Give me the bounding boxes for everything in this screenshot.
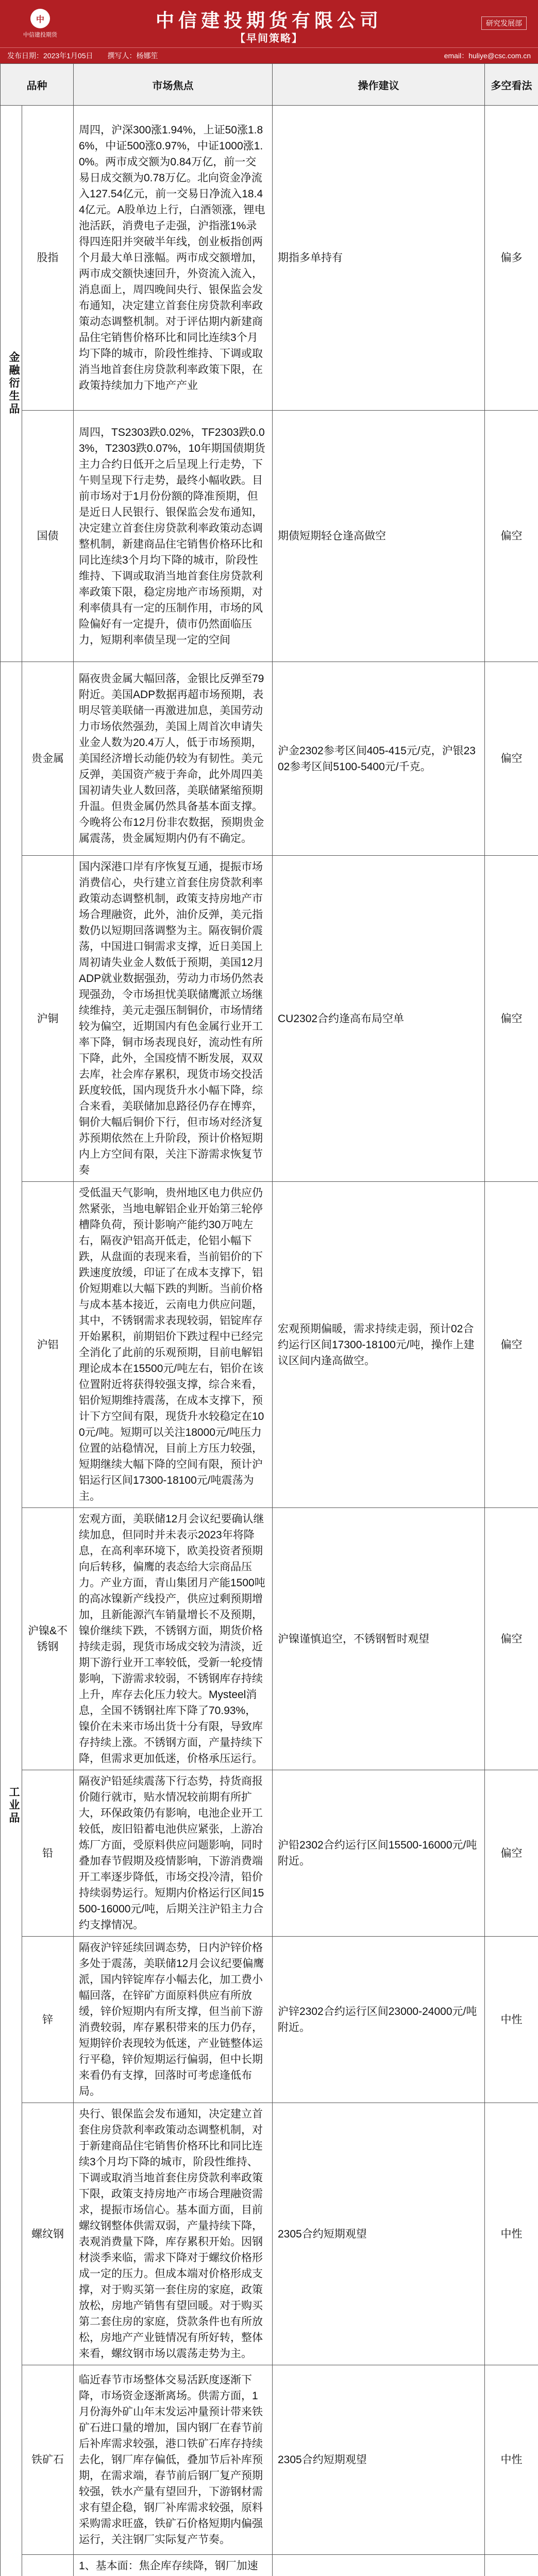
market-focus-cell: 隔夜贵金属大幅回落，金银比反弹至79附近。美国ADP数据再超市场预期，表明尽管美联储一再激进加息，美国劳动力市场依然强劲，美国上周首次申请失业金人数为20.4万人，低于市场预期，美国经济增长动能仍较为有韧性。美元反弹，美国资产疲于奔命，此外周四美国初请失业人数回落，美联储紧缩预期升温。但贵金属仍然具备基本面支撑。今晚将公布12月份非农数据，预期贵金属震荡，贵金属短期内仍有不确定。 xyxy=(74,662,273,856)
table-row xyxy=(1,411,538,662)
market-focus-cell: 宏观方面，美联储12月会议纪要确认继续加息，但同时并未表示2023年将降息，在高利率环境下，欧美投资者预期向后转移，偏鹰的表态给大宗商品压力。产业方面，青山集团月产能1500吨的高冰镍新产线投产，供应过剩预期增加，且新能源汽车销量增长不及预期，镍价继续下跌，不锈钢方面，期货价格持续走弱，现货市场成交较为清淡，近期下游行业开工率较低，受新一轮疫情影响，下游需求较弱，不锈钢库存持续上升，库存去化压力较大。Mysteel消息，全国不锈钢社库下降了70.93%，镍价在未来市场出货十分有限，导致库存持续上涨。不锈钢方面，产量持续下降，但需求更加低迷，价格承压运行。 xyxy=(74,1508,273,1770)
variety-cell: 螺纹钢 xyxy=(22,2103,74,2365)
author: 撰写人：杨娜笙 xyxy=(107,52,158,60)
advice-cell: 宏观预期偏暖，需求持续走弱，预计02合约运行区间17300-18100元/吨，操作上建议区间内逢高做空。 xyxy=(273,1182,485,1508)
variety-cell: 贵金属 xyxy=(22,662,74,856)
report-title: 中信建投期货有限公司 xyxy=(155,10,382,31)
stance-cell: 偏空 xyxy=(485,411,538,662)
market-focus-cell: 国内深港口岸有序恢复互通，提振市场消费信心，央行建立首套住房贷款利率政策动态调整机制，政策支持房地产市场合理融资，此外，油价反弹，美元指数仍以短期回落调整为主。隔夜铜价震荡，中国进口铜需求支撑，近日美国上周初请失业金人数低于预期，美国12月ADP就业数据强劲，劳动力市场仍然表现强劲，令市场担忧美联储鹰派立场继续维持，美元走强压制铜价，市场情绪较为偏空，近期国内有色金属行业开工率下降，铜市场表现良好，流动性有所下降，此外，全国疫情不断发展，双双去库，社会库存累积，现货市场交投活跃度较低，国内现货升水小幅下降，综合来看，美联储加息路径仍存在博弈，铜价大幅后铜价下行，但市场对经济复苏预期依然在上升阶段，预计价格短期内上方空间有限，关注下游需求恢复节奏 xyxy=(74,856,273,1182)
table-row xyxy=(1,1937,538,2103)
advice-cell: 期指多单持有 xyxy=(273,106,485,411)
sector-cell xyxy=(1,662,22,2576)
stance-cell: 偏多 xyxy=(485,106,538,411)
variety-cell: 沪铜 xyxy=(22,856,74,1182)
advice-cell: CU2302合约逢高布局空单 xyxy=(273,856,485,1182)
variety-cell: 沪镍&不锈钢 xyxy=(22,1508,74,1770)
variety-cell: 股指 xyxy=(22,106,74,411)
stance-cell: 偏空 xyxy=(485,1182,538,1508)
market-focus-cell: 央行、银保监会发布通知，决定建立首套住房贷款利率政策动态调整机制，对于新建商品住宅销售价格环比和同比连续3个月均下降的城市，阶段性维持、下调或取消当地首套住房贷款利率政策下限，政策支持房地产市场合理融资需求，提振市场信心。基本面方面，目前螺纹钢整体供需双弱，产量持续下降，表观消费量下降，库存累积开始。因钢材淡季来临，需求下降对于螺纹价格形成一定的压力。但成本端对价格形成支撑，对于购买第一套住房的家庭，政策放松，房地产销售有望回暖。对于购买第二套住房的家庭，贷款条件也有所放松，房地产产业链情况有所好转，整体来看，螺纹钢市场以震荡走势为主。 xyxy=(74,2103,273,2365)
info-bar xyxy=(0,47,538,63)
logo-text: 中信建投期货 xyxy=(23,32,57,38)
market-focus-cell: 受低温天气影响，贵州地区电力供应仍然紧张，当地电解铝企业开始第三轮停槽降负荷，预计影响产能约30万吨左右，隔夜沪铝高开低走，伦铝小幅下跌，从盘面的表现来看，当前铝价的下跌速度放缓，印证了在成本支撑下，铝价短期难以大幅下跌的判断。当前价格与成本基本接近，云南电力供应问题，其中，不锈钢需求表现较弱，铝锭库存开始累积，前期铝价下跌过程中已经完全消化了此前的乐观预期，目前电解铝理论成本在15500元/吨左右，铝价在该位置附近将获得较强支撑，综合来看，铝价短期维持震荡，在成本支撑下，预计下方空间有限，现货升水较稳定在100元/吨。短期可以关注18000元/吨压力位置的站稳情况，目前上方压力较强，短期继续大幅下降的空间有限，预计沪铝运行区间17300-18100元/吨震荡为主。 xyxy=(74,1182,273,1508)
market-focus-cell: 周四，TS2303跌0.02%，TF2303跌0.03%，T2303跌0.07%，10年期国债期货主力合约日低开之后呈现上行走势，下午则呈现下行走势，最终小幅收跌。目前市场对于1月份份额的降准预期，但是近日人民银行、银保监会发布通知，决定建立首套住房贷款利率政策动态调整机制，新建商品住宅销售价格环比和同比连续3个月均下降的城市，阶段性维持、下调或取消当地首套住房贷款利率政策下限，稳定房地产市场预期，对利率债具有一定的压制作用，市场的风险偏好有一定提升，债市仍然面临压力，短期利率债呈现一定的空间 xyxy=(74,411,273,662)
market-focus-cell: 临近春节市场整体交易活跃度逐渐下降，市场资金逐渐离场。供需方面，1月份海外矿山年末发运冲量预计带来铁矿石进口量的增加，国内钢厂在春节前后补库需求较强，港口铁矿石库存持续去化，钢厂库存偏低，叠加节后补库预期，在需求端，春节前后钢厂复产预期较强，铁水产量有望回升，下游钢材需求有望企稳，钢厂补库需求较强，原料采购需求旺盛，铁矿石价格短期内偏强运行，关注钢厂实际复产节奏。 xyxy=(74,2365,273,2555)
stance-cell: 中性 xyxy=(485,2103,538,2365)
logo-icon: 中 xyxy=(30,9,50,28)
header-variety: 品种 xyxy=(1,64,74,106)
advice-cell: 2305合约短期观望 xyxy=(273,2365,485,2555)
market-focus-cell: 隔夜沪铅延续震荡下行态势，持货商报价随行就市，贴水情况较前期有所扩大，环保政策仍有影响，电池企业开工较低，废旧铅蓄电池供应紧张，上游冶炼厂方面，受原料供应问题影响，同时叠加春节假期及疫情影响，下游消费端开工率逐步降低，市场交投冷清，铅价持续弱势运行。短期内价格运行区间15500-16000元/吨，后期关注沪铅主力合约支撑情况。 xyxy=(74,1770,273,1937)
market-focus-cell: 隔夜沪锌延续回调态势，日内沪锌价格多处于震荡，美联储12月会议纪要偏鹰派，国内锌锭库存小幅去化，加工费小幅回落，在锌矿方面原料供应有所放缓，锌价短期内有所支撑，但当前下游消费较弱，库存累积带来的压力仍存，短期锌价表现较为低迷，产业链整体运行平稳，锌价短期运行偏弱，但中长期来看仍有支撑，回落时可考虑逢低布局。 xyxy=(74,1937,273,2103)
variety-cell: 铅 xyxy=(22,1770,74,1937)
header-bar xyxy=(0,0,538,47)
variety-cell: 沪铝 xyxy=(22,1182,74,1508)
advice-cell: 沪金2302参考区间405-415元/克，沪银2302参考区间5100-5400元/千克。 xyxy=(273,662,485,856)
table-row xyxy=(1,2365,538,2555)
table-header-row xyxy=(1,64,538,106)
stance-cell: 偏空 xyxy=(485,1508,538,1770)
advice-cell: 期债短期轻仓逢高做空 xyxy=(273,411,485,662)
table-row xyxy=(1,662,538,856)
variety-cell: 铁矿石 xyxy=(22,2365,74,2555)
variety-cell: 国债 xyxy=(22,411,74,662)
table-row xyxy=(1,856,538,1182)
market-focus-cell: 1、基本面：焦企库存续降，钢厂加速 xyxy=(74,2555,273,2576)
email: email：huliye@csc.com.cn xyxy=(444,52,531,60)
sector-cell xyxy=(1,106,22,662)
sector-label: 工业品 xyxy=(8,1786,20,1825)
table-row xyxy=(1,1182,538,1508)
stance-cell: 中性 xyxy=(485,1937,538,2103)
table-row xyxy=(1,2555,538,2576)
sector-label: 金融衍生品 xyxy=(8,351,20,416)
variety-cell xyxy=(22,2555,74,2576)
publish-date: 发布日期：2023年1月05日 xyxy=(7,52,93,60)
advice-cell: 沪锌2302合约运行区间23000-24000元/吨附近。 xyxy=(273,1937,485,2103)
stance-cell xyxy=(485,2555,538,2576)
department-label: 研究发展部 xyxy=(481,16,527,30)
variety-cell: 锌 xyxy=(22,1937,74,2103)
advice-cell: 2305合约短期观望 xyxy=(273,2103,485,2365)
stance-cell: 偏空 xyxy=(485,662,538,856)
advice-cell xyxy=(273,2555,485,2576)
strategy-table xyxy=(0,63,538,2576)
header-advice: 操作建议 xyxy=(273,64,485,106)
report-subtitle: 【早间策略】 xyxy=(235,33,303,44)
stance-cell: 偏空 xyxy=(485,856,538,1182)
table-row xyxy=(1,2103,538,2365)
stance-cell: 偏空 xyxy=(485,1770,538,1937)
header-stance: 多空看法 xyxy=(485,64,538,106)
stance-cell: 中性 xyxy=(485,2365,538,2555)
advice-cell: 沪铅2302合约运行区间15500-16000元/吨附近。 xyxy=(273,1770,485,1937)
market-focus-cell: 周四，沪深300涨1.94%，上证50涨1.86%，中证500涨0.97%，中证1000涨1.0%。两市成交额为0.84万亿，前一交易日成交额为0.78万亿。北向资金净流入127.54亿元，前一交易日净流入18.44亿元。A股单边上行，白酒领涨，锂电池活跃，消费电子走强，沪指涨1%录得四连阳并突破半年线，创业板指创两个月最大单日涨幅。两市成交额增加，两市成交额快速回升，外资流入流入，消息面上，周四晚间央行、银保监会发布通知，决定建立首套住房贷款利率政策动态调整机制。对于评估期内新建商品住宅销售价格环比和同比连续3个月均下降的城市，阶段性维持、下调或取消当地首套住房贷款利率政策下限，在政策持续加力下地产产业 xyxy=(74,106,273,411)
table-row xyxy=(1,1770,538,1937)
advice-cell: 沪镍谨慎追空，不锈钢暂时观望 xyxy=(273,1508,485,1770)
header-focus: 市场焦点 xyxy=(74,64,273,106)
table-row xyxy=(1,1508,538,1770)
table-row xyxy=(1,106,538,411)
